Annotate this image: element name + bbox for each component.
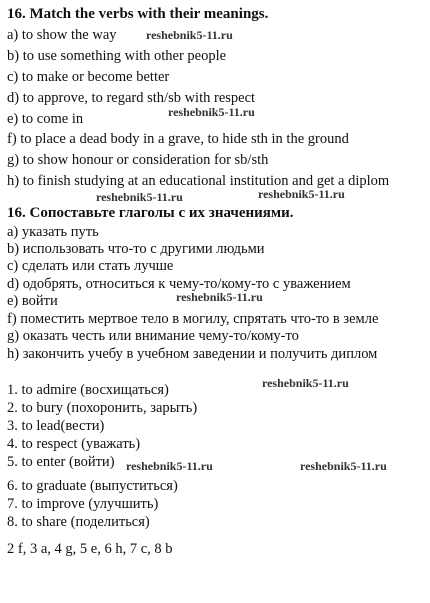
watermark: reshebnik5-11.ru [176, 290, 263, 304]
answer-key: 2 f, 3 a, 4 g, 5 e, 6 h, 7 c, 8 b [7, 541, 173, 557]
watermark: reshebnik5-11.ru [96, 190, 183, 204]
russian-item-b: b) использовать что-то с другими людьми [7, 241, 265, 257]
russian-item-f: f) поместить мертвое тело в могилу, спрятать что-то в земле [7, 311, 379, 327]
vocab-item-4: 4. to respect (уважать) [7, 436, 141, 452]
english-item-b: b) to use something with other people [7, 48, 227, 64]
vocab-item-7: 7. to improve (улучшить) [7, 496, 159, 512]
vocab-item-5: 5. to enter (войти) [7, 454, 115, 470]
russian-item-c: c) сделать или стать лучше [7, 258, 174, 274]
russian-heading: 16. Сопоставьте глаголы с их значениями. [7, 205, 294, 221]
watermark: reshebnik5-11.ru [300, 459, 387, 473]
watermark: reshebnik5-11.ru [126, 459, 213, 473]
english-item-d: d) to approve, to regard sth/sb with respect [7, 90, 256, 106]
english-item-h: h) to finish studying at an educational institution and get a diplom [7, 173, 390, 189]
english-item-f: f) to place a dead body in a grave, to hide sth in the ground [7, 131, 349, 147]
russian-item-h: h) закончить учебу в учебном заведении и получить диплом [7, 346, 378, 362]
russian-item-d: d) одобрять, относиться к чему-то/кому-то с уважением [7, 276, 351, 292]
russian-item-a: a) указать путь [7, 224, 99, 240]
watermark: reshebnik5-11.ru [168, 105, 255, 119]
english-heading: 16. Match the verbs with their meanings. [7, 6, 269, 22]
vocab-item-3: 3. to lead(вести) [7, 418, 105, 434]
vocab-item-2: 2. to bury (похоронить, зарыть) [7, 400, 198, 416]
english-item-g: g) to show honour or consideration for sb/sth [7, 152, 269, 168]
vocab-item-6: 6. to graduate (выпуститься) [7, 478, 178, 494]
vocab-item-8: 8. to share (поделиться) [7, 514, 150, 530]
english-item-e: e) to come in [7, 111, 84, 127]
watermark: reshebnik5-11.ru [262, 376, 349, 390]
watermark: reshebnik5-11.ru [258, 187, 345, 201]
english-item-c: c) to make or become better [7, 69, 170, 85]
watermark: reshebnik5-11.ru [146, 28, 233, 42]
russian-item-g: g) оказать честь или внимание чему-то/кому-то [7, 328, 299, 344]
russian-item-e: e) войти [7, 293, 58, 309]
english-item-a: a) to show the way [7, 27, 117, 43]
vocab-item-1: 1. to admire (восхищаться) [7, 382, 169, 398]
